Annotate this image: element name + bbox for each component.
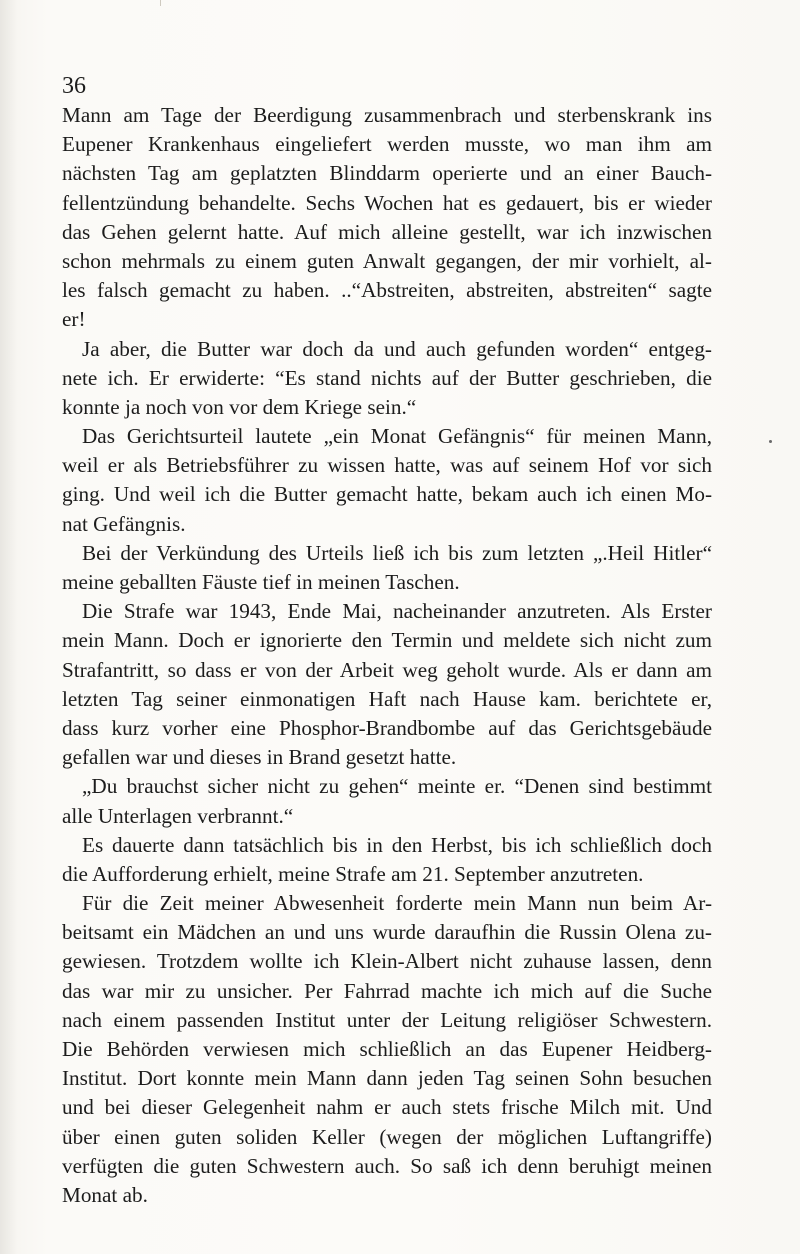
text-line: Monat ab.	[62, 1182, 148, 1207]
text-line: gefallen war und dieses in Brand gesetzt hatte.	[62, 745, 457, 770]
text-line: dass kurz vorher eine Phosphor-Brandbombe auf das Gerichtsgebäude	[62, 715, 712, 740]
text-line: weil er als Betriebsführer zu wissen hatte, was auf seinem Hof vor sich	[62, 453, 712, 478]
text-line: nat Gefängnis.	[62, 511, 186, 536]
text-line: Strafantritt, so dass er von der Arbeit weg geholt wurde. Als er dann am	[62, 657, 712, 682]
text-line: beitsamt ein Mädchen an und uns wurde daraufhin die Russin Olena zu-	[62, 920, 712, 945]
text-line: er!	[62, 307, 86, 332]
text-line: meine geballten Fäuste tief in meinen Taschen.	[62, 570, 460, 594]
page-top-mark	[160, 0, 161, 6]
text-line: „Du brauchst sicher nicht zu gehen“ meinte er. “Denen sind bestimmt	[82, 774, 712, 799]
text-line: les falsch gemacht zu haben. ..“Abstreiten, abstreiten, abstreiten“ sagte	[62, 278, 712, 303]
text-line: die Aufforderung erhielt, meine Strafe am 21. September anzutreten.	[62, 861, 644, 886]
text-line: verfügten die guten Schwestern auch. So saß ich denn beruhigt meinen	[62, 1153, 712, 1178]
text-line: und bei dieser Gelegenheit nahm er auch stets frische Milch mit. Und	[62, 1095, 712, 1120]
text-line: über einen guten soliden Keller (wegen der möglichen Luftangriffe)	[62, 1124, 712, 1149]
text-line: konnte ja noch von vor dem Kriege sein.“	[62, 394, 417, 419]
text-line: fellentzündung behandelte. Sechs Wochen hat es gedauert, bis er wieder	[62, 190, 712, 215]
text-line: nächsten Tag am geplatzten Blinddarm operierte und an einer Bauch-	[62, 161, 712, 186]
text-line: Es dauerte dann tatsächlich bis in den Herbst, bis ich schließlich doch	[82, 832, 712, 857]
page-gutter-shadow	[0, 0, 18, 1254]
text-line: ging. Und weil ich die Butter gemacht hatte, bekam auch ich einen Mo-	[62, 482, 712, 507]
text-line: Ja aber, die Butter war doch da und auch gefunden worden“ entgeg-	[82, 336, 712, 361]
body-text	[62, 101, 712, 1210]
text-line: Bei der Verkündung des Urteils ließ ich bis zum letzten „.Heil Hitler“	[82, 540, 712, 565]
text-line: alle Unterlagen verbrannt.“	[62, 803, 294, 828]
text-line: das Gehen gelernt hatte. Auf mich alleine gestellt, war ich inzwischen	[62, 219, 712, 244]
text-line: Die Strafe war 1943, Ende Mai, nacheinander anzutreten. Als Erster	[82, 599, 712, 624]
text-line: schon mehrmals zu einem guten Anwalt gegangen, der mir vorhielt, al-	[62, 248, 712, 273]
text-line: nete ich. Er erwiderte: “Es stand nichts auf der Butter geschrieben, die	[62, 365, 712, 390]
print-speck	[769, 440, 772, 443]
text-line: Das Gerichtsurteil lautete „ein Monat Gefängnis“ für meinen Mann,	[82, 424, 712, 449]
page-number: 36	[62, 73, 86, 99]
text-line: das war mir zu unsicher. Per Fahrrad machte ich mich auf die Suche	[62, 978, 712, 1003]
text-line: Für die Zeit meiner Abwesenheit forderte mein Mann nun beim Ar-	[82, 891, 712, 916]
text-line: Institut. Dort konnte mein Mann dann jeden Tag seinen Sohn besuchen	[62, 1066, 712, 1091]
text-line: mein Mann. Doch er ignorierte den Termin und meldete sich nicht zum	[62, 628, 712, 653]
text-line: nach einem passenden Institut unter der Leitung religiöser Schwestern.	[62, 1007, 712, 1032]
text-line: Mann am Tage der Beerdigung zusammenbrach und sterbenskrank ins	[62, 103, 712, 127]
text-line: Eupener Krankenhaus eingeliefert werden musste, wo man ihm am	[62, 132, 712, 157]
text-line: Die Behörden verwiesen mich schließlich an das Eupener Heidberg-	[62, 1037, 712, 1061]
text-line: letzten Tag seiner einmonatigen Haft nach Hause kam. berichtete er,	[62, 686, 712, 711]
text-line: gewiesen. Trotzdem wollte ich Klein-Albert nicht zuhause lassen, denn	[62, 949, 712, 974]
